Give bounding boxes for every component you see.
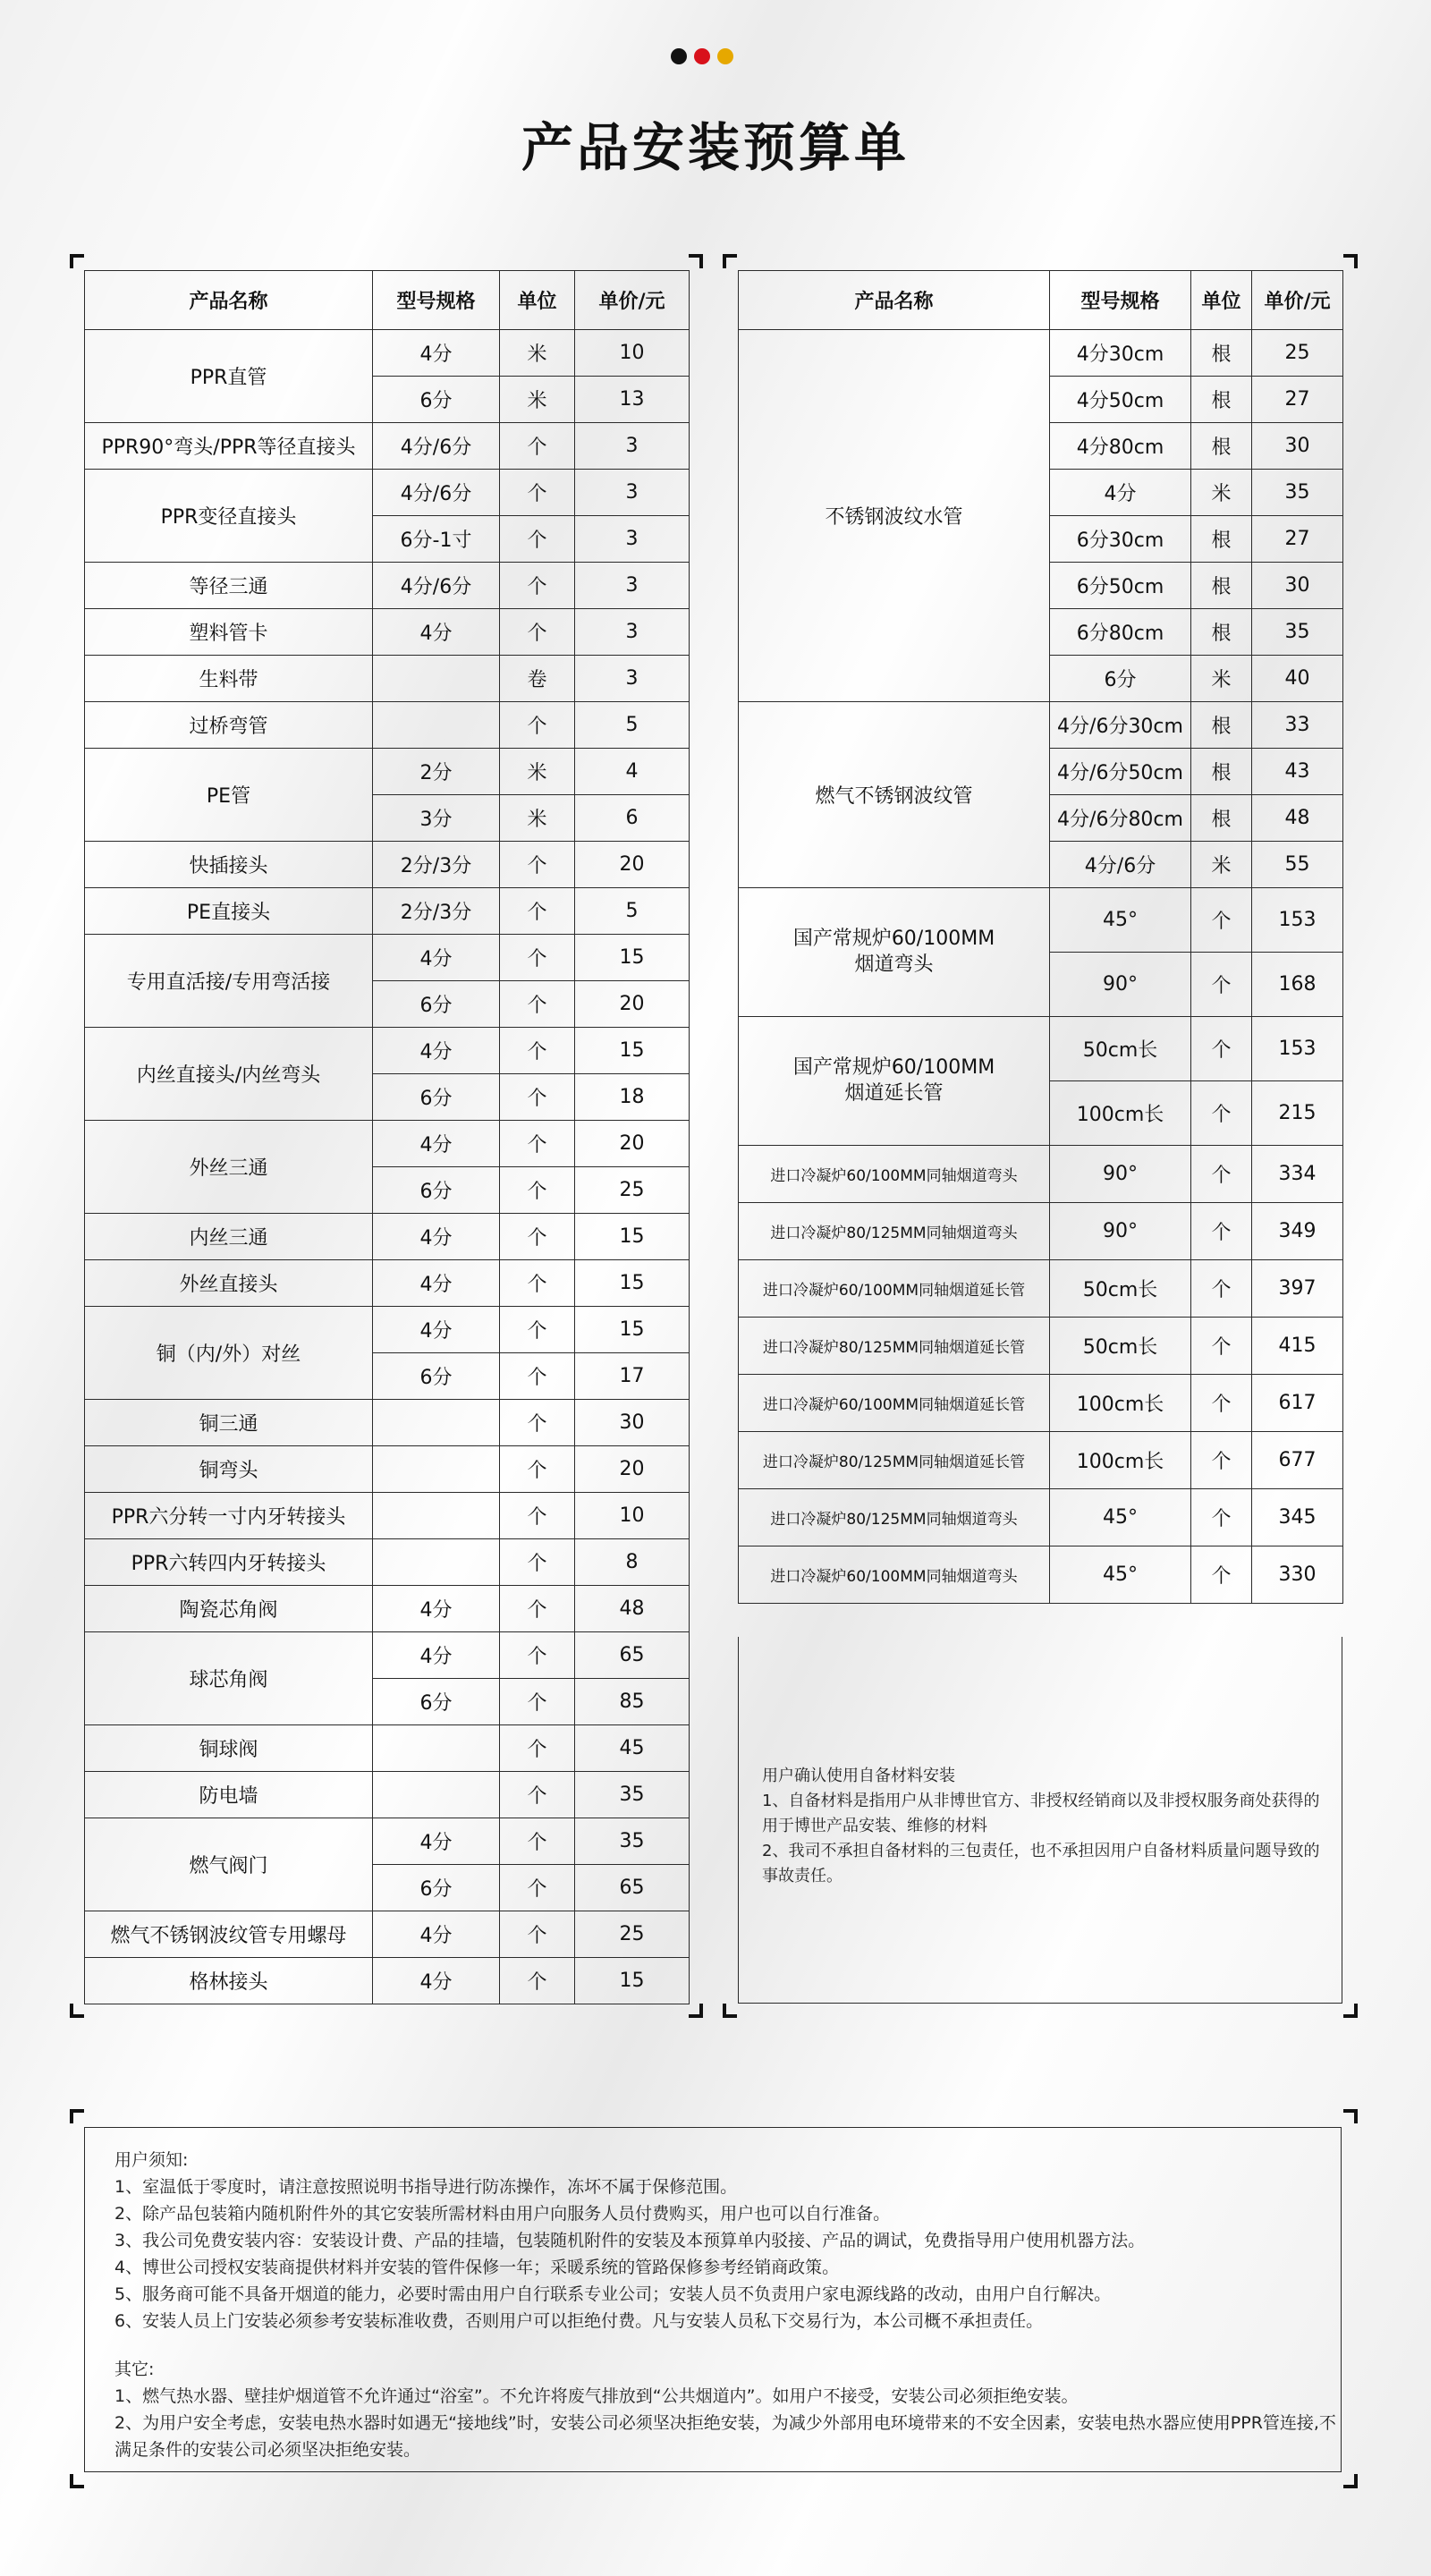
spec-cell: 4分30cm <box>1050 330 1191 377</box>
spec-cell: 4分 <box>1050 470 1191 516</box>
table-row <box>739 1375 1343 1432</box>
unit-cell: 个 <box>500 1446 575 1493</box>
unit-cell: 个 <box>500 516 575 563</box>
unit-cell: 个 <box>500 1493 575 1539</box>
product-name-cell: 进口冷凝炉60/100MM同轴烟道延长管 <box>739 1260 1050 1318</box>
price-cell: 27 <box>1252 377 1343 423</box>
right-price-table <box>738 270 1343 1604</box>
unit-cell: 个 <box>1191 1146 1252 1203</box>
table-row <box>85 1911 690 1958</box>
unit-cell: 米 <box>500 377 575 423</box>
unit-cell: 个 <box>1191 1260 1252 1318</box>
spec-cell <box>373 1493 500 1539</box>
table-row <box>85 656 690 702</box>
price-cell: 43 <box>1252 749 1343 795</box>
price-cell: 3 <box>575 423 690 470</box>
spec-cell: 4分/6分 <box>373 470 500 516</box>
header-product-name: 产品名称 <box>739 271 1050 330</box>
unit-cell: 个 <box>500 981 575 1028</box>
table-row <box>85 1260 690 1307</box>
unit-cell: 米 <box>1191 656 1252 702</box>
unit-cell: 个 <box>500 1958 575 2004</box>
unit-cell: 根 <box>1191 330 1252 377</box>
spec-cell: 4分 <box>373 1214 500 1260</box>
unit-cell: 个 <box>1191 1318 1252 1375</box>
spec-cell: 4分/6分 <box>373 563 500 609</box>
unit-cell: 个 <box>1191 1017 1252 1081</box>
spec-cell: 90° <box>1050 953 1191 1017</box>
spec-cell: 4分 <box>373 935 500 981</box>
product-name-cell: 铜弯头 <box>85 1446 373 1493</box>
product-name-cell: 国产常规炉60/100MM 烟道延长管 <box>739 1017 1050 1146</box>
unit-cell: 个 <box>1191 1489 1252 1546</box>
spec-cell: 50cm长 <box>1050 1318 1191 1375</box>
spec-cell: 4分/6分80cm <box>1050 795 1191 842</box>
unit-cell: 根 <box>1191 749 1252 795</box>
table-row <box>85 749 690 795</box>
unit-cell: 个 <box>1191 888 1252 953</box>
product-name-cell: 不锈钢波纹水管 <box>739 330 1050 702</box>
table-row <box>85 1214 690 1260</box>
spec-cell <box>373 1446 500 1493</box>
unit-cell: 个 <box>500 1586 575 1632</box>
unit-cell: 个 <box>500 1865 575 1911</box>
price-cell: 55 <box>1252 842 1343 888</box>
product-name-cell: 进口冷凝炉80/125MM同轴烟道延长管 <box>739 1432 1050 1489</box>
spec-cell: 6分 <box>373 1074 500 1121</box>
spec-cell: 4分 <box>373 1260 500 1307</box>
unit-cell: 米 <box>500 795 575 842</box>
unit-cell: 个 <box>1191 1375 1252 1432</box>
unit-cell: 个 <box>500 1214 575 1260</box>
unit-cell: 个 <box>500 1772 575 1818</box>
spec-cell: 6分 <box>1050 656 1191 702</box>
unit-cell: 个 <box>500 470 575 516</box>
price-cell: 65 <box>575 1632 690 1679</box>
spec-cell: 4分 <box>373 1911 500 1958</box>
notes-item: 2、除产品包装箱内随机附件外的其它安装所需材料由用户向服务人员付费购买，用户也可以自行准备。 <box>114 2204 891 2224</box>
price-cell: 20 <box>575 842 690 888</box>
product-name-cell: PPR六分转一寸内牙转接头 <box>85 1493 373 1539</box>
table-row <box>85 1958 690 2004</box>
price-cell: 3 <box>575 516 690 563</box>
notes-item: 3、我公司免费安装内容：安装设计费、产品的挂墙，包装随机附件的安装及本预算单内驳接、产品的调试，免费指导用户使用机器方法。 <box>114 2231 1146 2250</box>
spec-cell: 6分 <box>373 981 500 1028</box>
self-note-title: 用户确认使用自备材料安装 <box>762 1767 955 1785</box>
table-row <box>739 1260 1343 1318</box>
table-row <box>85 1586 690 1632</box>
product-name-cell: PPR直管 <box>85 330 373 423</box>
spec-cell: 4分80cm <box>1050 423 1191 470</box>
price-cell: 65 <box>575 1865 690 1911</box>
left-price-table <box>84 270 690 2004</box>
self-note-item: 2、我司不承担自备材料的三包责任，也不承担因用户自备材料质量问题导致的事故责任。 <box>762 1842 1320 1885</box>
spec-cell: 4分 <box>373 1028 500 1074</box>
table-row <box>739 1432 1343 1489</box>
unit-cell: 个 <box>500 563 575 609</box>
product-name-cell: 进口冷凝炉80/125MM同轴烟道延长管 <box>739 1318 1050 1375</box>
table-row <box>85 423 690 470</box>
header-unit: 单位 <box>1191 271 1252 330</box>
price-cell: 345 <box>1252 1489 1343 1546</box>
table-row <box>85 1400 690 1446</box>
spec-cell: 2分 <box>373 749 500 795</box>
table-row <box>739 888 1343 953</box>
product-name-cell: 铜三通 <box>85 1400 373 1446</box>
header-spec: 型号规格 <box>373 271 500 330</box>
product-name-cell: 燃气不锈钢波纹管 <box>739 702 1050 888</box>
spec-cell: 50cm长 <box>1050 1017 1191 1081</box>
table-row <box>739 1546 1343 1604</box>
spec-cell: 45° <box>1050 1546 1191 1604</box>
product-name-cell: 内丝三通 <box>85 1214 373 1260</box>
price-cell: 617 <box>1252 1375 1343 1432</box>
unit-cell: 个 <box>500 1679 575 1725</box>
price-cell: 349 <box>1252 1203 1343 1260</box>
product-name-cell: PPR90°弯头/PPR等径直接头 <box>85 423 373 470</box>
dot-red <box>694 48 710 64</box>
table-row <box>85 1725 690 1772</box>
price-cell: 35 <box>575 1772 690 1818</box>
spec-cell: 4分/6分30cm <box>1050 702 1191 749</box>
price-cell: 35 <box>1252 609 1343 656</box>
spec-cell: 100cm长 <box>1050 1432 1191 1489</box>
product-name-cell: 进口冷凝炉60/100MM同轴烟道弯头 <box>739 1546 1050 1604</box>
product-name-cell: 内丝直接头/内丝弯头 <box>85 1028 373 1121</box>
spec-cell: 90° <box>1050 1146 1191 1203</box>
notes-heading: 用户须知: <box>114 2150 189 2170</box>
price-cell: 35 <box>1252 470 1343 516</box>
price-cell: 3 <box>575 563 690 609</box>
price-cell: 677 <box>1252 1432 1343 1489</box>
table-row <box>85 1539 690 1586</box>
spec-cell: 4分 <box>373 1586 500 1632</box>
notes-item: 1、室温低于零度时，请注意按照说明书指导进行防冻操作，冻坏不属于保修范围。 <box>114 2177 738 2197</box>
dot-black <box>671 48 687 64</box>
dot-yellow <box>717 48 733 64</box>
unit-cell: 个 <box>500 1818 575 1865</box>
price-cell: 30 <box>575 1400 690 1446</box>
price-cell: 153 <box>1252 1017 1343 1081</box>
price-cell: 18 <box>575 1074 690 1121</box>
table-row <box>85 1121 690 1167</box>
table-row <box>85 842 690 888</box>
unit-cell: 个 <box>500 1632 575 1679</box>
product-name-cell: 过桥弯管 <box>85 702 373 749</box>
table-row <box>85 563 690 609</box>
spec-cell: 2分/3分 <box>373 842 500 888</box>
table-row <box>739 1489 1343 1546</box>
header-product-name: 产品名称 <box>85 271 373 330</box>
price-cell: 35 <box>575 1818 690 1865</box>
product-name-cell: 铜（内/外）对丝 <box>85 1307 373 1400</box>
product-name-cell: 塑料管卡 <box>85 609 373 656</box>
spec-cell: 6分30cm <box>1050 516 1191 563</box>
table-row <box>85 1307 690 1353</box>
price-cell: 20 <box>575 981 690 1028</box>
notes-item: 4、博世公司授权安装商提供材料并安装的管件保修一年；采暖系统的管路保修参考经销商政策。 <box>114 2258 840 2277</box>
product-name-cell: 等径三通 <box>85 563 373 609</box>
price-cell: 10 <box>575 330 690 377</box>
price-cell: 8 <box>575 1539 690 1586</box>
product-name-cell: 生料带 <box>85 656 373 702</box>
price-cell: 415 <box>1252 1318 1343 1375</box>
spec-cell: 2分/3分 <box>373 888 500 935</box>
unit-cell: 个 <box>500 702 575 749</box>
self-material-note <box>762 1764 1334 1889</box>
price-cell: 25 <box>1252 330 1343 377</box>
price-cell: 30 <box>1252 563 1343 609</box>
product-name-cell: 进口冷凝炉80/125MM同轴烟道弯头 <box>739 1489 1050 1546</box>
spec-cell: 4分 <box>373 1632 500 1679</box>
price-cell: 15 <box>575 935 690 981</box>
unit-cell: 个 <box>500 609 575 656</box>
price-cell: 85 <box>575 1679 690 1725</box>
product-name-cell: 燃气不锈钢波纹管专用螺母 <box>85 1911 373 1958</box>
header-unit: 单位 <box>500 271 575 330</box>
spec-cell: 4分 <box>373 609 500 656</box>
price-cell: 168 <box>1252 953 1343 1017</box>
price-cell: 15 <box>575 1260 690 1307</box>
price-cell: 45 <box>575 1725 690 1772</box>
spec-cell: 4分/6分 <box>373 423 500 470</box>
unit-cell: 根 <box>1191 702 1252 749</box>
spec-cell: 100cm长 <box>1050 1375 1191 1432</box>
product-name-cell: 国产常规炉60/100MM 烟道弯头 <box>739 888 1050 1017</box>
unit-cell: 根 <box>1191 795 1252 842</box>
spec-cell: 4分 <box>373 1818 500 1865</box>
spec-cell <box>373 1772 500 1818</box>
spec-cell: 4分 <box>373 330 500 377</box>
price-cell: 48 <box>575 1586 690 1632</box>
product-name-cell: 外丝直接头 <box>85 1260 373 1307</box>
spec-cell: 6分 <box>373 1353 500 1400</box>
spec-cell: 45° <box>1050 888 1191 953</box>
unit-cell: 个 <box>500 888 575 935</box>
spec-cell <box>373 1725 500 1772</box>
spec-cell: 6分 <box>373 1865 500 1911</box>
product-name-cell: 燃气阀门 <box>85 1818 373 1911</box>
spec-cell: 50cm长 <box>1050 1260 1191 1318</box>
product-name-cell: PE直接头 <box>85 888 373 935</box>
price-cell: 330 <box>1252 1546 1343 1604</box>
price-cell: 397 <box>1252 1260 1343 1318</box>
spec-cell: 4分/6分 <box>1050 842 1191 888</box>
user-notes <box>114 2147 1340 2463</box>
spec-cell: 6分50cm <box>1050 563 1191 609</box>
page-title: 产品安装预算单 <box>521 117 910 178</box>
unit-cell: 个 <box>500 1911 575 1958</box>
price-cell: 153 <box>1252 888 1343 953</box>
header-price: 单价/元 <box>1252 271 1343 330</box>
unit-cell: 个 <box>1191 1546 1252 1604</box>
price-cell: 3 <box>575 656 690 702</box>
table-row <box>739 330 1343 377</box>
spec-cell: 4分 <box>373 1121 500 1167</box>
unit-cell: 根 <box>1191 377 1252 423</box>
other-heading: 其它: <box>114 2360 155 2379</box>
spec-cell: 6分 <box>373 1167 500 1214</box>
unit-cell: 个 <box>500 1167 575 1214</box>
price-cell: 15 <box>575 1958 690 2004</box>
unit-cell: 根 <box>1191 609 1252 656</box>
price-cell: 40 <box>1252 656 1343 702</box>
unit-cell: 米 <box>1191 470 1252 516</box>
product-name-cell: 快插接头 <box>85 842 373 888</box>
table-row <box>85 1493 690 1539</box>
other-item: 2、为用户安全考虑，安装电热水器时如遇无“接地线”时，安装公司必须坚决拒绝安装，为减少外部用电环境带来的不安全因素，安装电热水器应使用PPR管连接,不满足条件的安装公司必须坚决拒绝安装。 <box>114 2413 1336 2460</box>
notes-item: 5、服务商可能不具备开烟道的能力，必要时需由用户自行联系专业公司；安装人员不负责用户家电源线路的改动，由用户自行解决。 <box>114 2284 1112 2304</box>
table-row <box>85 1028 690 1074</box>
spec-cell: 3分 <box>373 795 500 842</box>
price-cell: 15 <box>575 1307 690 1353</box>
product-name-cell: 陶瓷芯角阀 <box>85 1586 373 1632</box>
table-row <box>85 935 690 981</box>
unit-cell: 个 <box>500 1121 575 1167</box>
unit-cell: 个 <box>500 1074 575 1121</box>
unit-cell: 个 <box>1191 1081 1252 1146</box>
unit-cell: 个 <box>500 1400 575 1446</box>
spec-cell: 6分 <box>373 377 500 423</box>
self-note-item: 1、自备材料是指用户从非博世官方、非授权经销商以及非授权服务商处获得的用于博世产品安装、维修的材料 <box>762 1792 1320 1835</box>
spec-cell: 4分/6分50cm <box>1050 749 1191 795</box>
product-name-cell: 外丝三通 <box>85 1121 373 1214</box>
unit-cell: 根 <box>1191 563 1252 609</box>
spec-cell: 6分 <box>373 1679 500 1725</box>
spec-cell: 45° <box>1050 1489 1191 1546</box>
table-row <box>85 330 690 377</box>
table-row <box>85 470 690 516</box>
price-cell: 10 <box>575 1493 690 1539</box>
price-cell: 25 <box>575 1167 690 1214</box>
table-row <box>739 1203 1343 1260</box>
table-row <box>85 702 690 749</box>
spec-cell: 100cm长 <box>1050 1081 1191 1146</box>
spec-cell: 6分-1寸 <box>373 516 500 563</box>
unit-cell: 个 <box>500 1539 575 1586</box>
unit-cell: 卷 <box>500 656 575 702</box>
table-row <box>85 888 690 935</box>
spec-cell <box>373 1539 500 1586</box>
price-cell: 15 <box>575 1214 690 1260</box>
product-name-cell: 专用直活接/专用弯活接 <box>85 935 373 1028</box>
notes-item: 6、安装人员上门安装必须参考安装标准收费，否则用户可以拒绝付费。凡与安装人员私下交易行为，本公司概不承担责任。 <box>114 2311 1044 2331</box>
spec-cell: 4分50cm <box>1050 377 1191 423</box>
price-cell: 334 <box>1252 1146 1343 1203</box>
table-row <box>739 1146 1343 1203</box>
other-item: 1、燃气热水器、壁挂炉烟道管不允许通过“浴室”。不允许将废气排放到“公共烟道内”。如用户不接受，安装公司必须拒绝安装。 <box>114 2386 1079 2406</box>
price-cell: 20 <box>575 1121 690 1167</box>
product-name-cell: 防电墙 <box>85 1772 373 1818</box>
unit-cell: 米 <box>1191 842 1252 888</box>
unit-cell: 个 <box>500 1353 575 1400</box>
unit-cell: 个 <box>500 935 575 981</box>
price-cell: 25 <box>575 1911 690 1958</box>
product-name-cell: 进口冷凝炉80/125MM同轴烟道弯头 <box>739 1203 1050 1260</box>
price-cell: 6 <box>575 795 690 842</box>
table-row <box>85 1772 690 1818</box>
spec-cell: 4分 <box>373 1307 500 1353</box>
spec-cell <box>373 656 500 702</box>
price-cell: 33 <box>1252 702 1343 749</box>
spec-cell: 4分 <box>373 1958 500 2004</box>
spec-cell: 90° <box>1050 1203 1191 1260</box>
table-row <box>739 702 1343 749</box>
product-name-cell: 进口冷凝炉60/100MM同轴烟道弯头 <box>739 1146 1050 1203</box>
price-cell: 3 <box>575 470 690 516</box>
unit-cell: 米 <box>500 749 575 795</box>
unit-cell: 个 <box>500 423 575 470</box>
product-name-cell: 进口冷凝炉60/100MM同轴烟道延长管 <box>739 1375 1050 1432</box>
table-row <box>85 1446 690 1493</box>
unit-cell: 个 <box>1191 1203 1252 1260</box>
table-row <box>85 1632 690 1679</box>
price-cell: 3 <box>575 609 690 656</box>
price-cell: 4 <box>575 749 690 795</box>
table-row <box>739 1017 1343 1081</box>
price-cell: 5 <box>575 702 690 749</box>
product-name-cell: PPR六转四内牙转接头 <box>85 1539 373 1586</box>
product-name-cell: 球芯角阀 <box>85 1632 373 1725</box>
price-cell: 27 <box>1252 516 1343 563</box>
unit-cell: 个 <box>1191 953 1252 1017</box>
spec-cell: 6分80cm <box>1050 609 1191 656</box>
unit-cell: 根 <box>1191 423 1252 470</box>
unit-cell: 个 <box>500 1307 575 1353</box>
price-cell: 48 <box>1252 795 1343 842</box>
price-cell: 20 <box>575 1446 690 1493</box>
table-row <box>85 1818 690 1865</box>
header-spec: 型号规格 <box>1050 271 1191 330</box>
table-row <box>739 1318 1343 1375</box>
unit-cell: 个 <box>500 1725 575 1772</box>
price-cell: 13 <box>575 377 690 423</box>
table-row <box>85 609 690 656</box>
product-name-cell: PPR变径直接头 <box>85 470 373 563</box>
price-cell: 15 <box>575 1028 690 1074</box>
unit-cell: 个 <box>500 842 575 888</box>
product-name-cell: 格林接头 <box>85 1958 373 2004</box>
unit-cell: 米 <box>500 330 575 377</box>
price-cell: 17 <box>575 1353 690 1400</box>
unit-cell: 个 <box>500 1260 575 1307</box>
spec-cell <box>373 1400 500 1446</box>
header-dots <box>671 48 760 66</box>
product-name-cell: PE管 <box>85 749 373 842</box>
product-name-cell: 铜球阀 <box>85 1725 373 1772</box>
unit-cell: 根 <box>1191 516 1252 563</box>
header-price: 单价/元 <box>575 271 690 330</box>
price-cell: 30 <box>1252 423 1343 470</box>
unit-cell: 个 <box>1191 1432 1252 1489</box>
price-cell: 215 <box>1252 1081 1343 1146</box>
unit-cell: 个 <box>500 1028 575 1074</box>
price-cell: 5 <box>575 888 690 935</box>
spec-cell <box>373 702 500 749</box>
